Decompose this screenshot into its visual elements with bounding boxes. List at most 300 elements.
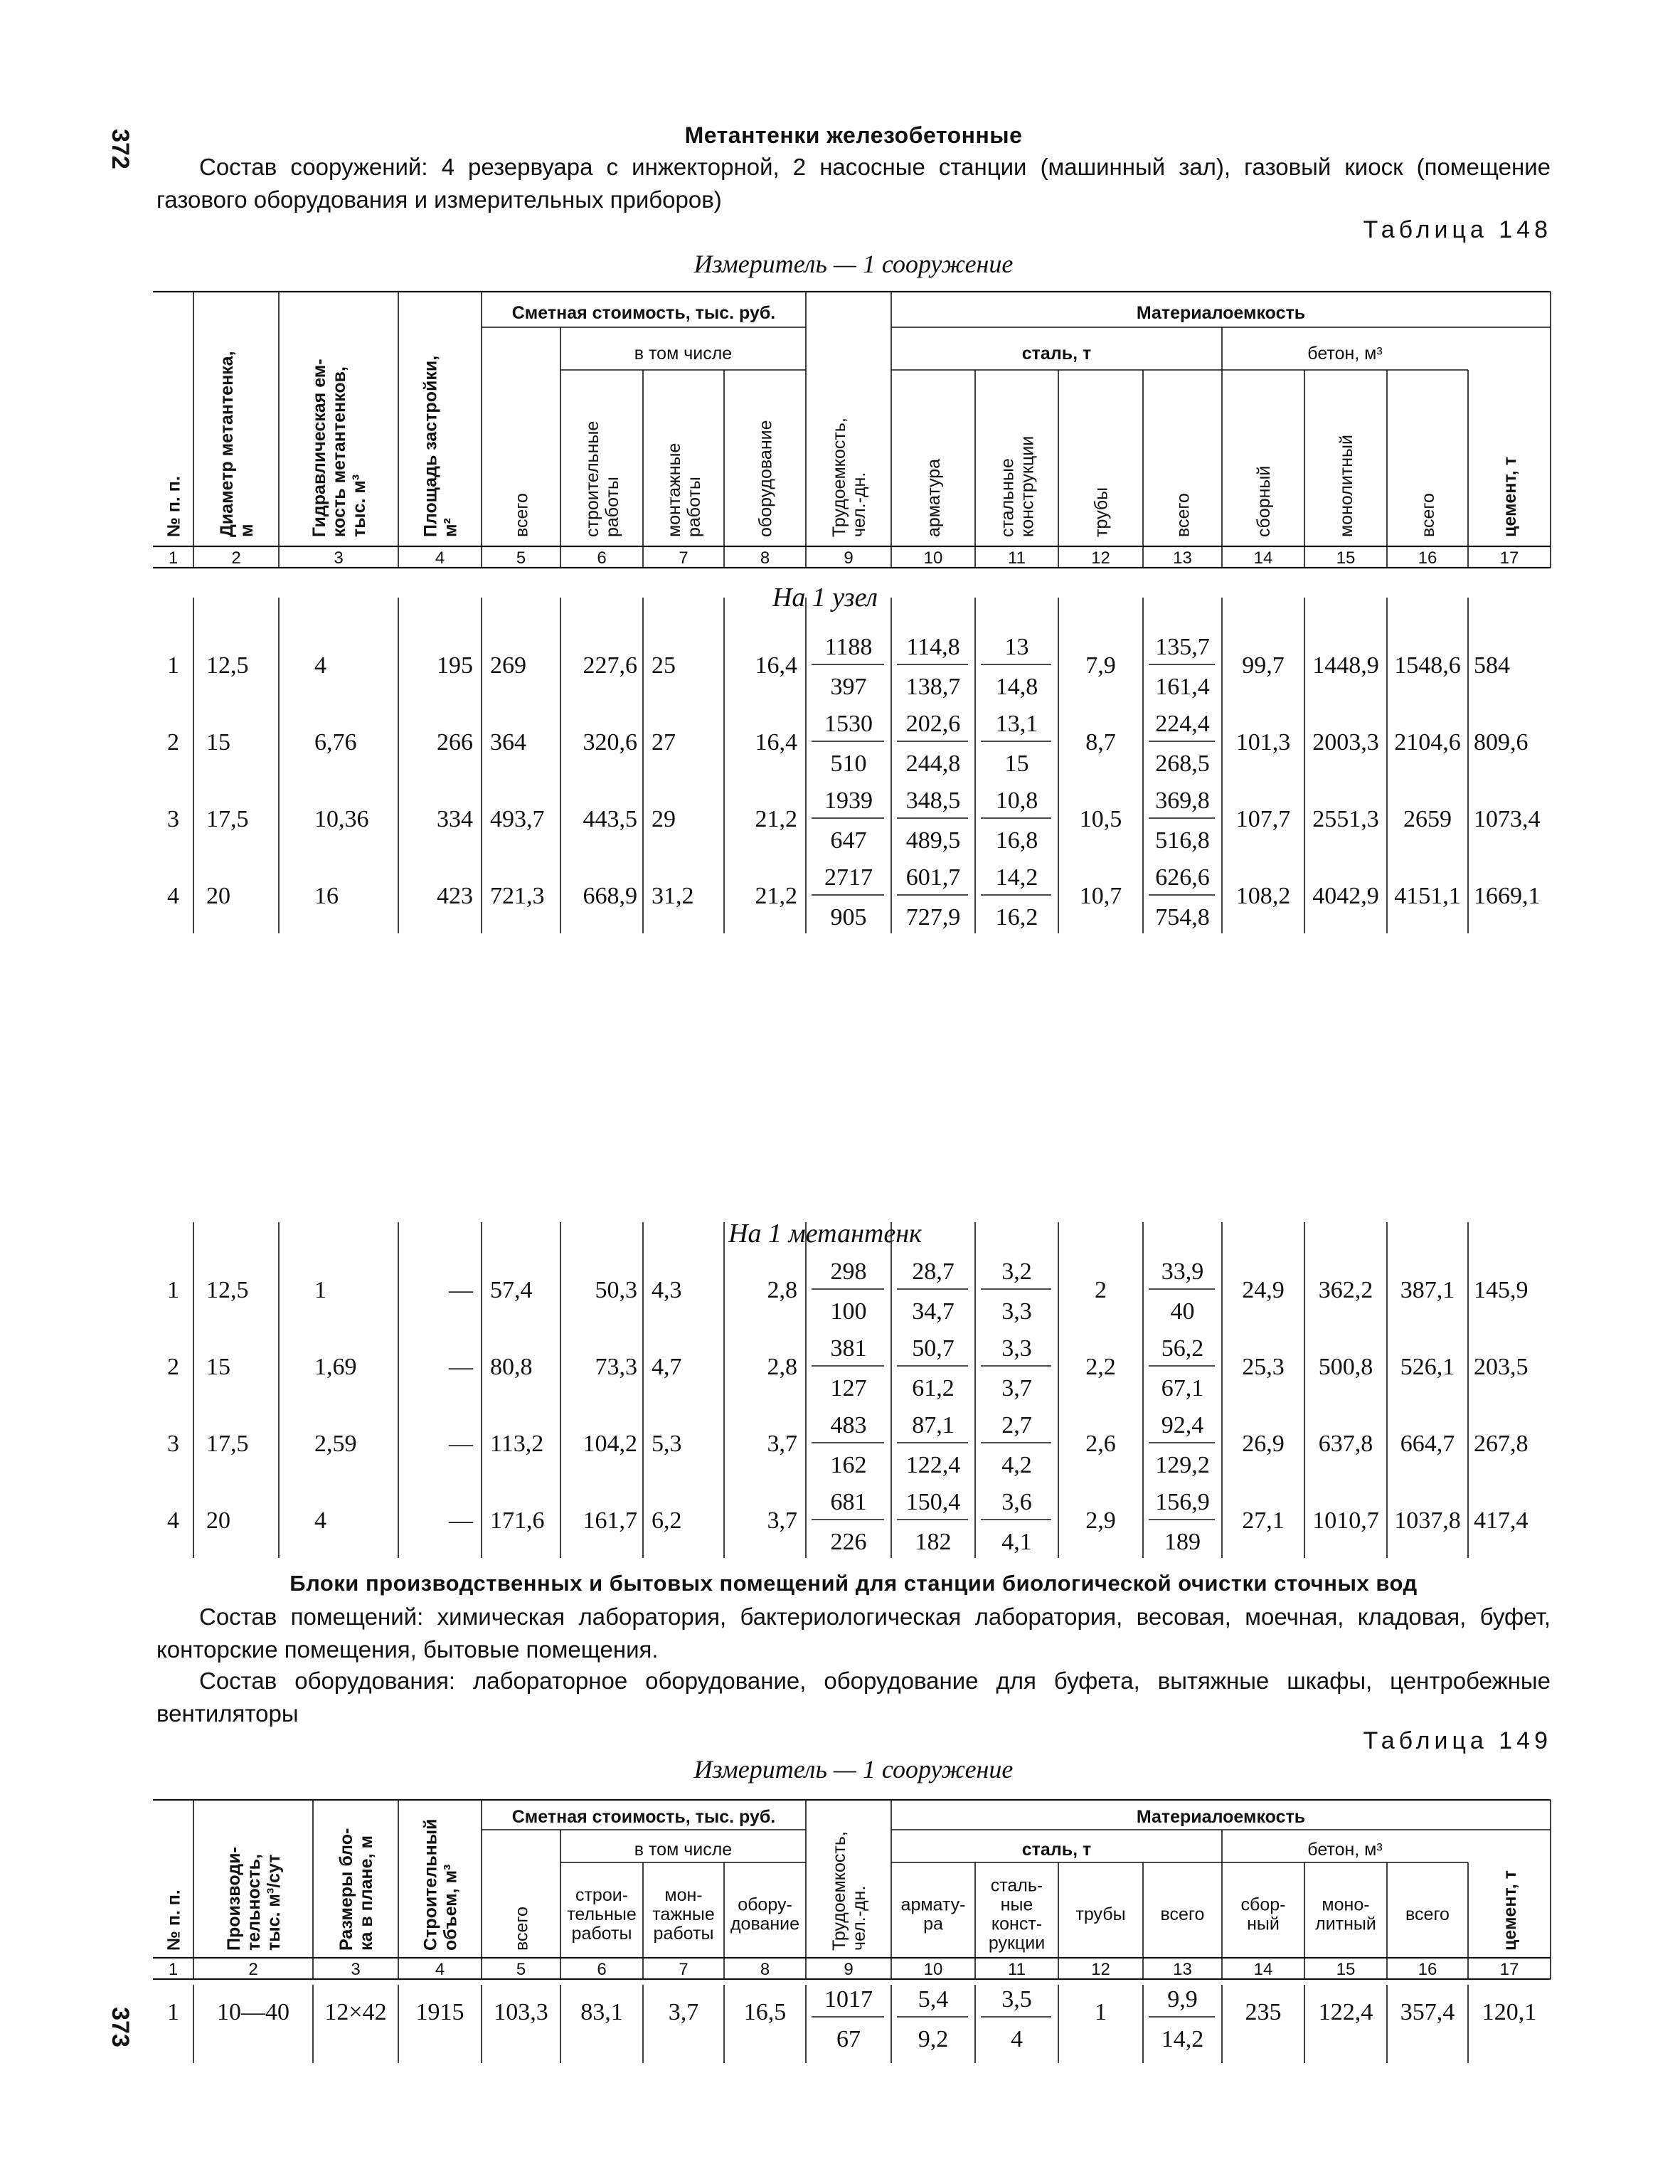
col-total-header: всего: [511, 493, 532, 537]
cell-build: 443,5: [583, 806, 637, 832]
cell-labor-numerator: 1530: [824, 711, 873, 737]
cell-rebar-numerator: 601,7: [905, 864, 961, 891]
cell-cement: 584: [1474, 652, 1510, 679]
cell-equip: 21,2: [755, 806, 797, 832]
cell-rebar-numerator: 150,4: [905, 1489, 961, 1515]
cell-pipes: 2,6: [1085, 1431, 1116, 1457]
column-number: 16: [1418, 1960, 1437, 1979]
cell-mount: 5,3: [652, 1431, 682, 1457]
sub2-label: На 1 метантенк: [728, 1219, 922, 1249]
cell-rebar-denominator: 489,5: [905, 827, 961, 854]
cell-build: 668,9: [583, 883, 637, 909]
cell-equip: 3,7: [767, 1431, 797, 1457]
cell-steel-denominator: 16,2: [995, 904, 1038, 931]
cell-area: 266: [437, 729, 473, 756]
cell-area: 423: [437, 883, 473, 909]
col-monolithic-header: литный: [1315, 1914, 1376, 1934]
col-build-header: работы: [602, 477, 622, 537]
concrete-header: бетон, м³: [1307, 1840, 1383, 1860]
section2-text-rooms: Состав помещений: химическая лаборатория, бактериологическая лаборатория, весовая, моечная, кладовая, буфет, конторские помещения, бытовые помещения.: [156, 1603, 1551, 1663]
cell-diameter: 12,5: [206, 1277, 249, 1303]
cell-mount: 3,7: [668, 1999, 699, 2025]
page-number-bottom: 373: [106, 2007, 134, 2047]
cell-labor-denominator: 127: [830, 1375, 867, 1401]
row-number: 3: [167, 1431, 179, 1457]
cell-mount: 29: [652, 806, 676, 832]
column-number: 13: [1173, 548, 1192, 568]
cell-rebar-denominator: 138,7: [905, 674, 961, 700]
section2-title: Блоки производственных и бытовых помещений для станции биологической очистки сточных вод: [289, 1571, 1418, 1596]
cell-area: —: [449, 1431, 473, 1457]
cell-diameter: 17,5: [206, 806, 249, 832]
cell-rebar-numerator: 348,5: [905, 788, 961, 814]
cell-total: 57,4: [490, 1277, 533, 1303]
cell-labor-denominator: 510: [830, 751, 867, 777]
cell-labor-denominator: 905: [830, 904, 867, 931]
cell-capacity: 4: [314, 1507, 326, 1534]
cell-cement: 1669,1: [1474, 883, 1541, 909]
col-number-header: № п. п.: [164, 1889, 184, 1951]
cell-steel-total-numerator: 135,7: [1155, 634, 1210, 660]
cell-precast: 24,9: [1242, 1277, 1285, 1303]
cell-rebar-numerator: 202,6: [905, 711, 961, 737]
cell-steel-numerator: 13,1: [995, 711, 1038, 737]
column-number: 6: [597, 548, 607, 568]
column-number: 11: [1008, 1960, 1026, 1979]
cell-precast: 101,3: [1235, 729, 1291, 756]
cell-steel-denominator: 15: [1004, 751, 1029, 777]
cell-total: 171,6: [490, 1507, 545, 1534]
col-concrete-total-header: всего: [1418, 493, 1438, 537]
cell-rebar-denominator: 61,2: [912, 1375, 955, 1401]
cell-steel-denominator: 3,7: [1001, 1375, 1032, 1401]
cell-steel-total-denominator: 129,2: [1155, 1452, 1210, 1478]
cell-total: 493,7: [490, 806, 545, 832]
cell-steel-total-denominator: 40: [1170, 1298, 1195, 1325]
cell-monolithic: 2003,3: [1312, 729, 1379, 756]
cell-concrete-total: 4151,1: [1394, 883, 1461, 909]
col-labor-header: чел.-дн.: [849, 1885, 869, 1951]
cell-steel-total-numerator: 224,4: [1155, 711, 1210, 737]
cell-mount: 4,3: [652, 1277, 682, 1303]
col-capacity-header: Гидравлическая ем-: [309, 359, 329, 537]
cell-rebar-numerator: 5,4: [918, 1986, 949, 2013]
cell-precast: 108,2: [1235, 883, 1291, 909]
cell-concrete-total: 526,1: [1400, 1354, 1455, 1380]
cell-monolithic: 1448,9: [1312, 652, 1379, 679]
cell-cement: 120,1: [1482, 1999, 1537, 2025]
cell-rebar-denominator: 9,2: [918, 2026, 949, 2052]
cell-concrete-total: 387,1: [1400, 1277, 1455, 1303]
cell-monolithic: 2551,3: [1312, 806, 1379, 832]
cell-precast: 27,1: [1242, 1507, 1285, 1534]
column-number: 12: [1091, 1960, 1110, 1979]
cell-precast: 107,7: [1235, 806, 1291, 832]
col-precast-header: сбор-: [1240, 1894, 1286, 1915]
cell-pipes: 10,7: [1079, 883, 1122, 909]
col-size-header: Размеры бло-: [336, 1828, 356, 1951]
cell-labor-numerator: 381: [830, 1335, 867, 1362]
cell-diameter: 17,5: [206, 1431, 249, 1457]
column-number: 2: [248, 1960, 258, 1979]
cell-steel-total-denominator: 189: [1164, 1529, 1201, 1555]
cell-steel-total-numerator: 9,9: [1167, 1986, 1198, 2013]
cell-steel-denominator: 3,3: [1001, 1298, 1032, 1325]
cell-monolithic: 1010,7: [1312, 1507, 1379, 1534]
cell-build: 104,2: [583, 1431, 637, 1457]
col-capacity-header: Производи-: [224, 1847, 244, 1951]
col-area-header: м²: [440, 518, 461, 537]
cell-equip: 16,4: [755, 729, 797, 756]
column-number: 11: [1008, 548, 1026, 568]
cell-labor-denominator: 226: [830, 1529, 867, 1555]
col-mount-header: мон-: [664, 1885, 703, 1905]
cell-total: 103,3: [494, 1999, 548, 2025]
cell-steel-denominator: 4,2: [1001, 1452, 1032, 1478]
row-number: 1: [167, 1999, 179, 2025]
cell-steel-denominator: 14,8: [995, 674, 1038, 700]
col-build-header: тельные: [567, 1904, 637, 1924]
col-labor-header: Трудоемкость,: [829, 1831, 849, 1951]
concrete-header: бетон, м³: [1307, 344, 1383, 364]
cell-steel-denominator: 16,8: [995, 827, 1038, 854]
column-number: 15: [1336, 548, 1356, 568]
cell-cement: 203,5: [1474, 1354, 1529, 1380]
cell-build: 320,6: [583, 729, 637, 756]
section1-title: Метантенки железобетонные: [684, 122, 1023, 148]
cell-mount: 31,2: [652, 883, 694, 909]
col-steel-header: ные: [1000, 1894, 1033, 1915]
cell-capacity: 1: [314, 1277, 326, 1303]
cell-steel-numerator: 13: [1004, 634, 1029, 660]
page-number-top: 372: [106, 129, 134, 169]
steel-header: сталь, т: [1021, 344, 1092, 364]
column-number: 9: [844, 548, 854, 568]
cell-cement: 417,4: [1474, 1507, 1529, 1534]
column-number: 12: [1091, 548, 1110, 568]
cell-build: 227,6: [583, 652, 637, 679]
col-build-header: строи-: [575, 1885, 629, 1905]
cell-labor-numerator: 1188: [824, 634, 873, 660]
cell-mount: 25: [652, 652, 676, 679]
row-number: 1: [167, 1277, 179, 1303]
cell-rebar-numerator: 50,7: [912, 1335, 955, 1362]
cell-monolithic: 362,2: [1318, 1277, 1373, 1303]
column-number: 7: [679, 548, 689, 568]
cell-area: —: [449, 1277, 473, 1303]
table148-label: Таблица 148: [1363, 216, 1552, 243]
cell-capacity: 2,59: [314, 1431, 357, 1457]
col-precast-header: сборный: [1254, 465, 1274, 537]
cell-steel-numerator: 2,7: [1001, 1412, 1032, 1438]
col-area-header: Площадь застройки,: [420, 355, 441, 537]
cell-rebar-denominator: 727,9: [905, 904, 961, 931]
column-number: 17: [1499, 1960, 1519, 1979]
cell-area: —: [449, 1507, 473, 1534]
column-number: 5: [516, 1960, 526, 1979]
cell-mount: 27: [652, 729, 676, 756]
col-cement-header: цемент, т: [1500, 1870, 1520, 1951]
col-capacity-header: тыс. м³/сут: [264, 1854, 284, 1951]
column-number: 4: [435, 1960, 445, 1979]
col-size-header: ка в плане, м: [356, 1835, 376, 1951]
cell-steel-numerator: 3,3: [1001, 1335, 1032, 1362]
cell-steel-total-numerator: 56,2: [1161, 1335, 1204, 1362]
cell-steel-numerator: 3,5: [1001, 1986, 1032, 2013]
cell-steel-total-denominator: 14,2: [1161, 2026, 1204, 2052]
cell-equip: 21,2: [755, 883, 797, 909]
cell-total: 721,3: [490, 883, 545, 909]
col-capacity-header: тыс. м³: [349, 474, 369, 537]
col-build-header: работы: [571, 1924, 632, 1944]
column-number: 1: [168, 548, 179, 568]
cell-mount: 4,7: [652, 1354, 682, 1380]
col-number-header: № п. п.: [164, 476, 184, 537]
cell-steel-total-numerator: 156,9: [1155, 1489, 1210, 1515]
cell-steel-total-denominator: 268,5: [1155, 751, 1210, 777]
cost-group-header: Сметная стоимость, тыс. руб.: [511, 303, 776, 323]
column-number: 3: [351, 1960, 361, 1979]
cell-pipes: 8,7: [1085, 729, 1116, 756]
col-steel-header: конст-: [991, 1914, 1043, 1934]
col-volume-header: объем, м³: [440, 1864, 461, 1951]
cell-pipes: 10,5: [1079, 806, 1122, 832]
table149-meter: Измеритель — 1 сооружение: [693, 1755, 1014, 1783]
col-pipes-header: трубы: [1075, 1904, 1126, 1924]
col-diameter-header: м: [237, 524, 257, 537]
cell-mount: 6,2: [652, 1507, 682, 1534]
cell-pipes: 7,9: [1085, 652, 1116, 679]
col-equip-header: дование: [730, 1914, 800, 1934]
cell-total: 269: [490, 652, 526, 679]
cell-total: 80,8: [490, 1354, 533, 1380]
cell-steel-denominator: 4,1: [1001, 1529, 1032, 1555]
cell-capacity: 10—40: [217, 1999, 289, 2025]
cell-build: 73,3: [595, 1354, 637, 1380]
cell-labor-denominator: 162: [830, 1452, 867, 1478]
col-steel-header: сталь-: [990, 1875, 1043, 1896]
column-number: 9: [844, 1960, 854, 1979]
cell-steel-denominator: 4: [1011, 2026, 1023, 2052]
cell-build: 83,1: [580, 1999, 623, 2025]
cell-volume: 1915: [415, 1999, 464, 2025]
cell-area: —: [449, 1354, 473, 1380]
cell-steel-total-numerator: 92,4: [1161, 1412, 1204, 1438]
cell-rebar-numerator: 114,8: [906, 634, 960, 660]
column-number: 5: [516, 548, 526, 568]
cell-area: 334: [437, 806, 473, 832]
column-number: 8: [760, 1960, 770, 1979]
cell-total: 113,2: [490, 1431, 544, 1457]
cell-steel-total-denominator: 67,1: [1161, 1375, 1204, 1401]
including-header: в том числе: [634, 344, 733, 364]
material-group-header: Материалоемкость: [1136, 303, 1306, 323]
cell-build: 161,7: [583, 1507, 637, 1534]
col-build-header: строительные: [583, 420, 602, 537]
cell-size: 12×42: [324, 1999, 387, 2025]
cell-rebar-denominator: 244,8: [905, 751, 961, 777]
cell-labor-numerator: 1017: [824, 1986, 873, 2013]
cell-steel-total-denominator: 161,4: [1155, 674, 1210, 700]
cell-concrete-total: 2104,6: [1394, 729, 1461, 756]
col-total-header: всего: [511, 1907, 532, 1951]
table149-label: Таблица 149: [1363, 1727, 1552, 1754]
cell-precast: 26,9: [1242, 1431, 1285, 1457]
cell-capacity: 6,76: [314, 729, 357, 756]
col-monolithic-header: монолитный: [1336, 435, 1356, 537]
cell-area: 195: [437, 652, 473, 679]
cell-steel-numerator: 14,2: [995, 864, 1038, 891]
column-number: 1: [168, 1960, 179, 1979]
cell-precast: 235: [1245, 1999, 1282, 2025]
col-rebar-header: армату-: [900, 1894, 966, 1915]
cell-capacity: 1,69: [314, 1354, 357, 1380]
cell-cement: 267,8: [1474, 1431, 1529, 1457]
col-mount-header: работы: [653, 1924, 714, 1944]
cell-capacity: 10,36: [314, 806, 369, 832]
cell-rebar-denominator: 182: [915, 1529, 952, 1555]
cell-monolithic: 637,8: [1318, 1431, 1373, 1457]
material-group-header: Материалоемкость: [1136, 1807, 1306, 1827]
column-number: 14: [1253, 1960, 1273, 1979]
cell-labor-numerator: 298: [830, 1258, 867, 1285]
cell-concrete-total: 1548,6: [1394, 652, 1461, 679]
row-number: 2: [167, 729, 179, 756]
cell-equip: 2,8: [767, 1277, 797, 1303]
col-capacity-header: тельность,: [244, 1854, 264, 1951]
cell-pipes: 2,9: [1085, 1507, 1116, 1534]
cell-monolithic: 4042,9: [1312, 883, 1379, 909]
col-rebar-header: ра: [923, 1914, 943, 1934]
cell-diameter: 12,5: [206, 652, 249, 679]
col-equip-header: оборудование: [755, 420, 776, 537]
col-rebar-header: арматура: [924, 458, 944, 537]
cell-cement: 1073,4: [1474, 806, 1541, 832]
cell-equip: 16,4: [755, 652, 797, 679]
cell-pipes: 2: [1095, 1277, 1107, 1303]
cell-cement: 145,9: [1474, 1277, 1529, 1303]
col-precast-header: ный: [1247, 1914, 1280, 1934]
col-cement-header: цемент, т: [1500, 457, 1520, 537]
col-concrete-total-header: всего: [1405, 1904, 1450, 1924]
column-number: 17: [1499, 548, 1519, 568]
cell-total: 364: [490, 729, 526, 756]
cell-concrete-total: 664,7: [1400, 1431, 1455, 1457]
cell-concrete-total: 1037,8: [1394, 1507, 1461, 1534]
cell-equip: 3,7: [767, 1507, 797, 1534]
cell-steel-total-numerator: 33,9: [1161, 1258, 1204, 1285]
cell-pipes: 1: [1095, 1999, 1107, 2025]
col-steel-header: конструкции: [1017, 435, 1038, 537]
col-pipes-header: трубы: [1091, 487, 1112, 537]
column-number: 7: [679, 1960, 689, 1979]
column-number: 10: [923, 1960, 943, 1979]
cell-build: 50,3: [595, 1277, 637, 1303]
cell-capacity: 16: [314, 883, 339, 909]
cell-concrete-total: 357,4: [1400, 1999, 1455, 2025]
cost-group-header: Сметная стоимость, тыс. руб.: [511, 1807, 776, 1827]
cell-diameter: 20: [206, 883, 230, 909]
cell-rebar-numerator: 87,1: [912, 1412, 955, 1438]
column-number: 16: [1418, 548, 1437, 568]
column-number: 8: [760, 548, 770, 568]
cell-concrete-total: 2659: [1403, 806, 1452, 832]
cell-rebar-denominator: 34,7: [912, 1298, 955, 1325]
col-monolithic-header: моно-: [1322, 1894, 1370, 1915]
cell-monolithic: 122,4: [1318, 1999, 1373, 2025]
cell-pipes: 2,2: [1085, 1354, 1116, 1380]
column-number: 10: [923, 548, 943, 568]
col-labor-header: чел.-дн.: [849, 472, 869, 537]
cell-monolithic: 500,8: [1318, 1354, 1373, 1380]
cell-labor-numerator: 681: [830, 1489, 867, 1515]
including-header: в том числе: [634, 1840, 733, 1860]
sub1-label: На 1 узел: [772, 583, 878, 613]
cell-precast: 25,3: [1242, 1354, 1285, 1380]
section2-text-equipment: Состав оборудования: лабораторное оборудование, оборудование для буфета, вытяжные шкафы, центробежные вентиляторы: [156, 1668, 1551, 1727]
row-number: 4: [167, 883, 179, 909]
cell-diameter: 15: [206, 1354, 230, 1380]
column-number: 14: [1253, 548, 1273, 568]
col-equip-header: обору-: [738, 1894, 792, 1915]
cell-labor-denominator: 100: [830, 1298, 867, 1325]
cell-steel-numerator: 10,8: [995, 788, 1038, 814]
cell-diameter: 15: [206, 729, 230, 756]
col-mount-header: монтажные: [664, 442, 684, 537]
cell-capacity: 4: [314, 652, 326, 679]
cell-labor-denominator: 397: [830, 674, 867, 700]
table148-meter: Измеритель — 1 сооружение: [693, 250, 1014, 278]
cell-steel-total-numerator: 369,8: [1155, 788, 1210, 814]
column-number: 4: [435, 548, 445, 568]
cell-labor-denominator: 647: [830, 827, 867, 854]
section1-text: Состав сооружений: 4 резервуара с инжекторной, 2 насосные станции (машинный зал), газовый киоск (помещение газового оборудования и измерительных приборов): [156, 154, 1551, 213]
col-steel-header: рукции: [988, 1933, 1046, 1954]
column-number: 3: [334, 548, 344, 568]
cell-steel-total-denominator: 754,8: [1155, 904, 1210, 931]
row-number: 1: [167, 652, 179, 679]
cell-rebar-numerator: 28,7: [912, 1258, 955, 1285]
cell-steel-total-numerator: 626,6: [1155, 864, 1210, 891]
cell-labor-numerator: 2717: [824, 864, 873, 891]
cell-labor-numerator: 483: [830, 1412, 867, 1438]
cell-precast: 99,7: [1242, 652, 1285, 679]
row-number: 2: [167, 1354, 179, 1380]
row-number: 3: [167, 806, 179, 832]
steel-header: сталь, т: [1021, 1840, 1092, 1860]
column-number: 6: [597, 1960, 607, 1979]
row-number: 4: [167, 1507, 179, 1534]
cell-steel-numerator: 3,6: [1001, 1489, 1032, 1515]
cell-equip: 16,5: [743, 1999, 787, 2025]
cell-labor-numerator: 1939: [824, 788, 873, 814]
column-number: 2: [231, 548, 241, 568]
cell-labor-denominator: 67: [836, 2026, 861, 2052]
cell-steel-total-denominator: 516,8: [1155, 827, 1210, 854]
col-volume-header: Строительный: [420, 1818, 441, 1951]
cell-cement: 809,6: [1474, 729, 1529, 756]
col-steel-total-header: всего: [1173, 493, 1193, 537]
col-steel-total-header: всего: [1160, 1904, 1205, 1924]
col-labor-header: Трудоемкость,: [829, 418, 849, 537]
col-diameter-header: Диаметр метантенка,: [217, 351, 237, 537]
col-steel-header: стальные: [997, 458, 1018, 537]
column-number: 13: [1173, 1960, 1192, 1979]
cell-rebar-denominator: 122,4: [905, 1452, 961, 1478]
col-mount-header: тажные: [652, 1904, 715, 1924]
col-capacity-header: кость метантенков,: [329, 366, 349, 537]
cell-diameter: 20: [206, 1507, 230, 1534]
